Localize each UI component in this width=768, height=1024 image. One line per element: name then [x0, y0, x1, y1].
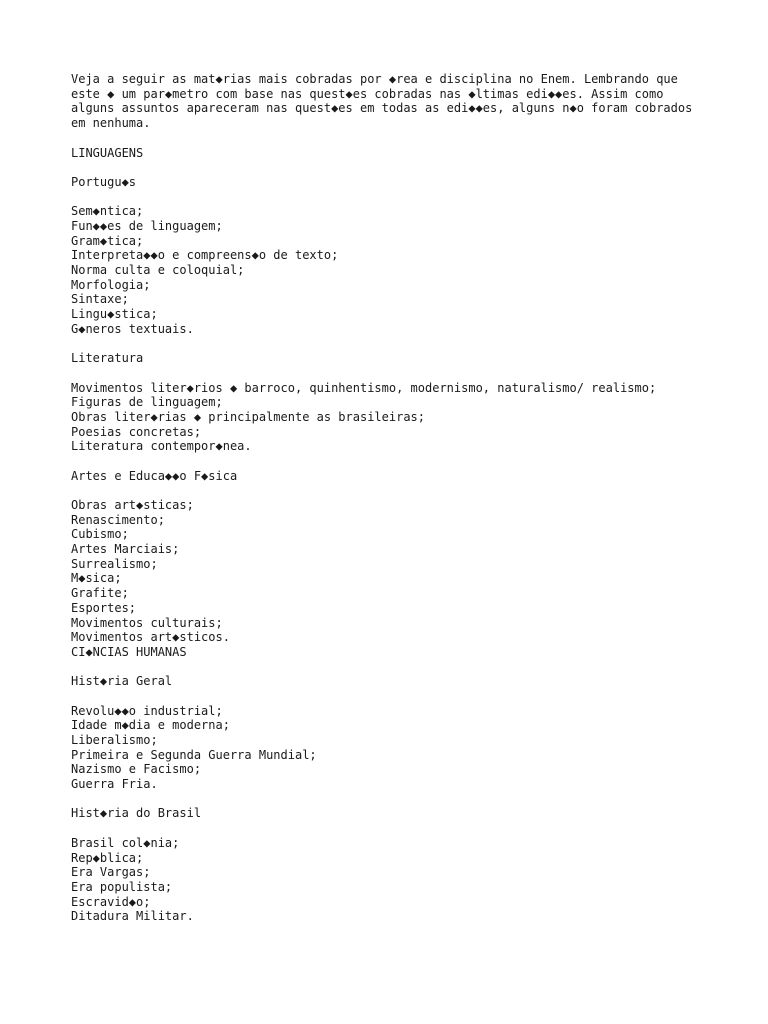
list-item: Renascimento; [71, 512, 165, 527]
list-item: Poesias concretas; [71, 424, 202, 439]
list-item: Literatura contempor◆nea. [71, 439, 252, 454]
list-item: Surrealismo; [71, 556, 158, 571]
list-item: Revolu◆◆o industrial; [71, 703, 223, 718]
list-item: Rep◆blica; [71, 850, 144, 865]
list-item: Movimentos art◆sticos. [71, 630, 230, 645]
list-item: Sem◆ntica; [71, 204, 144, 219]
list-item: Era populista; [71, 879, 173, 894]
subsection-title-artes: Artes e Educa◆◆o F◆sica [71, 468, 238, 483]
list-item: Primeira e Segunda Guerra Mundial; [71, 747, 317, 762]
list-item: Movimentos liter◆rios ◆ barroco, quinhentismo, modernismo, naturalismo/ realismo; [71, 380, 657, 395]
section-heading-humanas: CI◆NCIAS HUMANAS [71, 644, 187, 659]
list-item: Obras liter◆rias ◆ principalmente as brasileiras; [71, 409, 426, 424]
list-literatura [71, 381, 768, 454]
list-item: Escravid◆o; [71, 894, 151, 909]
subsection-title-portugues: Portugu◆s [71, 174, 137, 189]
list-item: Morfologia; [71, 277, 151, 292]
list-item: Era Vargas; [71, 865, 151, 880]
list-item: Nazismo e Facismo; [71, 762, 202, 777]
list-item: Grafite; [71, 586, 129, 601]
list-item: Cubismo; [71, 527, 129, 542]
list-item: Liberalismo; [71, 733, 158, 747]
list-item: Idade m◆dia e moderna; [71, 718, 230, 733]
list-item: Interpreta◆◆o e compreens◆o de texto; [71, 248, 339, 263]
list-item: Esportes; [71, 600, 137, 615]
list-portugues [71, 204, 768, 336]
list-item: Movimentos culturais; [71, 615, 223, 630]
list-historia-brasil [71, 836, 768, 924]
subsection-title-historia-brasil: Hist◆ria do Brasil [71, 806, 202, 821]
intro-paragraph: Veja a seguir as mat◆rias mais cobradas por ◆rea e disciplina no Enem. Lembrando que este ◆ um par◆metro com base nas quest◆es cobradas nas ◆ltimas edi◆◆es. Assim como alguns assuntos apareceram nas quest◆es em todas as edi◆◆es, alguns n◆o foram cobrados em nenhuma. [71, 72, 700, 131]
list-item: Obras art◆sticas; [71, 498, 194, 512]
list-artes [71, 498, 768, 645]
list-item: Fun◆◆es de linguagem; [71, 218, 223, 233]
section-heading-linguagens: LINGUAGENS [71, 145, 144, 160]
list-item: Sintaxe; [71, 292, 129, 307]
list-item: G◆neros textuais. [71, 321, 194, 336]
list-item: M◆sica; [71, 571, 122, 586]
list-item: Figuras de linguagem; [71, 395, 223, 410]
list-item: Norma culta e coloquial; [71, 263, 245, 277]
subsection-title-historia-geral: Hist◆ria Geral [71, 674, 173, 689]
list-item: Ditadura Militar. [71, 909, 194, 924]
subsection-title-literatura: Literatura [71, 351, 144, 366]
list-item: Brasil col◆nia; [71, 835, 180, 850]
list-item: Lingu◆stica; [71, 307, 158, 322]
list-historia-geral [71, 704, 768, 792]
list-item: Guerra Fria. [71, 777, 158, 792]
list-item: Gram◆tica; [71, 233, 144, 248]
list-item: Artes Marciais; [71, 542, 180, 557]
